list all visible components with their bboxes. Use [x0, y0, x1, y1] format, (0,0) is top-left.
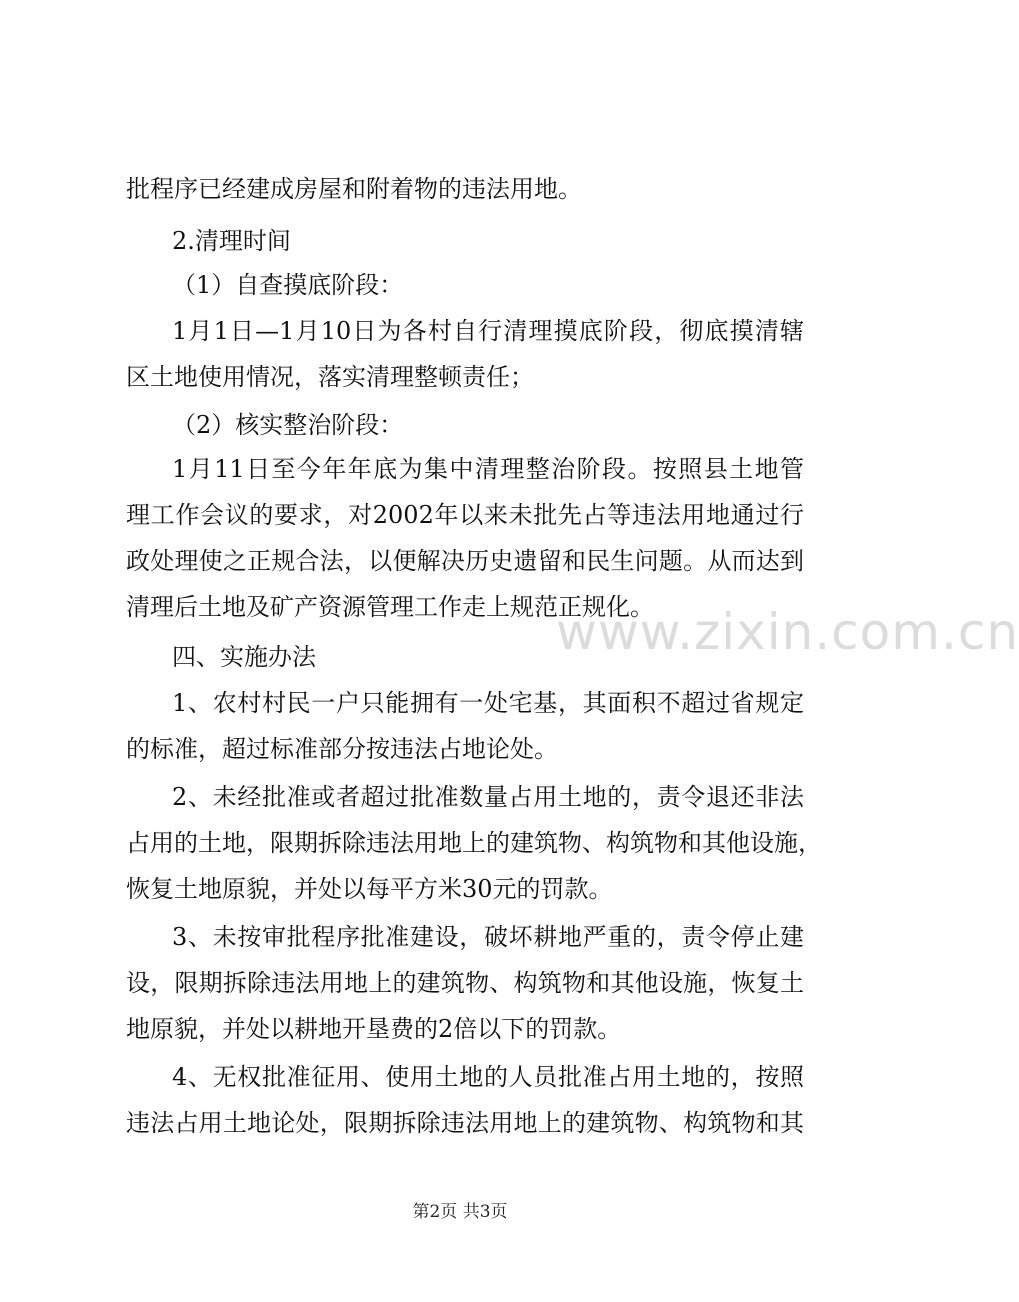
- text-line: 政处理使之正规合法，以便解决历史遗留和民生问题。从而达到: [126, 547, 804, 575]
- text-line: 4、无权批准征用、使用土地的人员批准占用土地的，按照: [172, 1063, 804, 1091]
- watermark: www.zixin.com.cn: [556, 603, 1019, 661]
- text-line: 区土地使用情况，落实清理整顿责任；: [126, 363, 534, 391]
- text-line: 批程序已经建成房屋和附着物的违法用地。: [126, 175, 582, 203]
- subsection-heading: （2）核实整治阶段：: [172, 411, 404, 439]
- text-line: 3、未按审批程序批准建设，破坏耕地严重的，责令停止建: [172, 923, 804, 951]
- text-line: 恢复土地原貌，并处以每平方米30元的罚款。: [126, 875, 613, 903]
- text-line: 违法占用土地论处，限期拆除违法用地上的建筑物、构筑物和其: [126, 1109, 804, 1137]
- text-line: 设，限期拆除违法用地上的建筑物、构筑物和其他设施，恢复土: [126, 969, 804, 997]
- section-heading: 2.清理时间: [172, 227, 291, 255]
- subsection-heading: （1）自查摸底阶段：: [172, 271, 404, 299]
- text-line: 1、农村村民一户只能拥有一处宅基，其面积不超过省规定: [172, 689, 804, 717]
- text-line: 2、未经批准或者超过批准数量占用土地的，责令退还非法: [172, 783, 804, 811]
- page-footer: 第2页 共3页: [412, 1202, 508, 1222]
- text-line: 占用的土地，限期拆除违法用地上的建筑物、构筑物和其他设施，: [126, 829, 822, 857]
- text-line: 的标准，超过标准部分按违法占地论处。: [126, 735, 558, 763]
- text-line: 地原貌，并处以耕地开垦费的2倍以下的罚款。: [126, 1015, 622, 1043]
- text-line: 1月1日—1月10日为各村自行清理摸底阶段，彻底摸清辖: [172, 317, 804, 345]
- text-line: 清理后土地及矿产资源管理工作走上规范正规化。: [126, 593, 654, 621]
- text-line: 理工作会议的要求，对2002年以来未批先占等违法用地通过行: [126, 501, 804, 529]
- text-line: 1月11日至今年年底为集中清理整治阶段。按照县土地管: [172, 455, 804, 483]
- section-heading: 四、实施办法: [172, 643, 316, 671]
